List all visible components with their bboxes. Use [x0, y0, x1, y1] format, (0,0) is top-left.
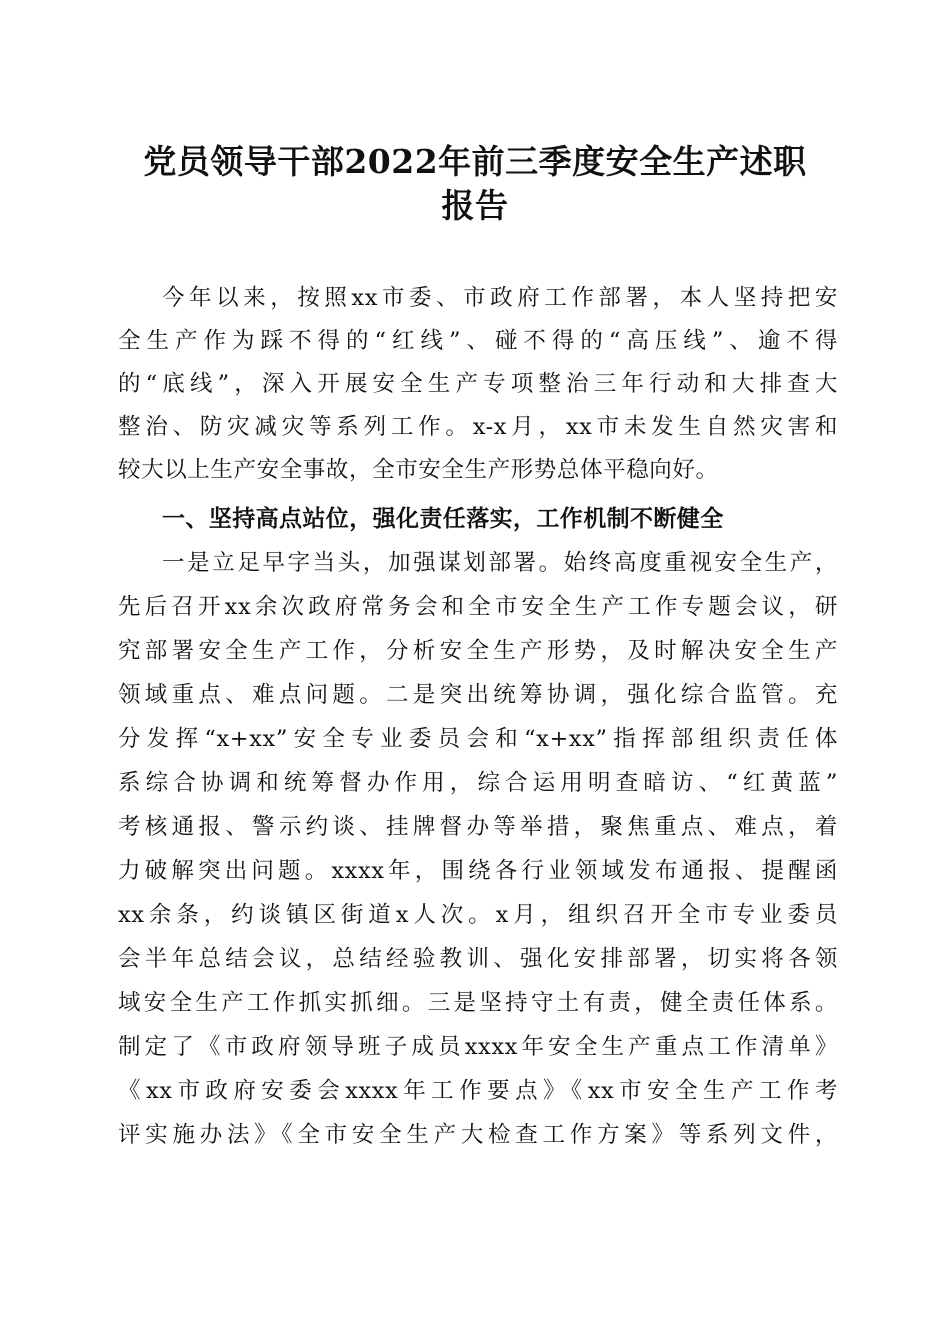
document-title-line-1: 党员领导干部2022年前三季度安全生产述职	[143, 142, 807, 181]
paragraph-2-line: 究部署安全生产工作，分析安全生产形势，及时解决安全生产	[118, 638, 838, 664]
section-1-heading: 一、坚持高点站位，强化责任落实，工作机制不断健全	[162, 506, 724, 532]
document-title-line-2: 报告	[441, 186, 509, 225]
paragraph-2-line: xx余条，约谈镇区街道x人次。x月，组织召开全市专业委员	[118, 902, 838, 928]
paragraph-1-line: 的“底线”，深入开展安全生产专项整治三年行动和大排查大	[118, 371, 838, 397]
paragraph-2-line: 《xx市政府安委会xxxx年工作要点》《xx市安全生产工作考	[118, 1078, 838, 1104]
paragraph-2-line: 先后召开xx余次政府常务会和全市安全生产工作专题会议，研	[118, 594, 838, 620]
paragraph-2-line: 一是立足早字当头，加强谋划部署。始终高度重视安全生产，	[162, 550, 838, 576]
paragraph-2-line: 系综合协调和统筹督办作用，综合运用明查暗访、“红黄蓝”	[118, 770, 838, 796]
paragraph-2-line: 领域重点、难点问题。二是突出统筹协调，强化综合监管。充	[118, 682, 838, 708]
paragraph-2-line: 分发挥“x+xx”安全专业委员会和“x+xx”指挥部组织责任体	[118, 726, 838, 752]
paragraph-1-line: 较大以上生产安全事故，全市安全生产形势总体平稳向好。	[118, 457, 719, 483]
paragraph-2-line: 会半年总结会议，总结经验教训、强化安排部署，切实将各领	[118, 946, 838, 972]
paragraph-1-line: 整治、防灾减灾等系列工作。x-x月，xx市未发生自然灾害和	[118, 414, 838, 440]
paragraph-2-line: 考核通报、警示约谈、挂牌督办等举措，聚焦重点、难点，着	[118, 814, 838, 840]
paragraph-2-line: 制定了《市政府领导班子成员xxxx年安全生产重点工作清单》	[118, 1034, 838, 1060]
paragraph-1-line: 今年以来，按照xx市委、市政府工作部署，本人坚持把安	[162, 285, 838, 311]
paragraph-1-line: 全生产作为踩不得的“红线”、碰不得的“高压线”、逾不得	[118, 328, 838, 354]
paragraph-2-line: 域安全生产工作抓实抓细。三是坚持守土有责，健全责任体系。	[118, 990, 838, 1016]
paragraph-2-line: 力破解突出问题。xxxx年，围绕各行业领域发布通报、提醒函	[118, 858, 838, 884]
paragraph-2-line: 评实施办法》《全市安全生产大检查工作方案》等系列文件，	[118, 1122, 838, 1148]
